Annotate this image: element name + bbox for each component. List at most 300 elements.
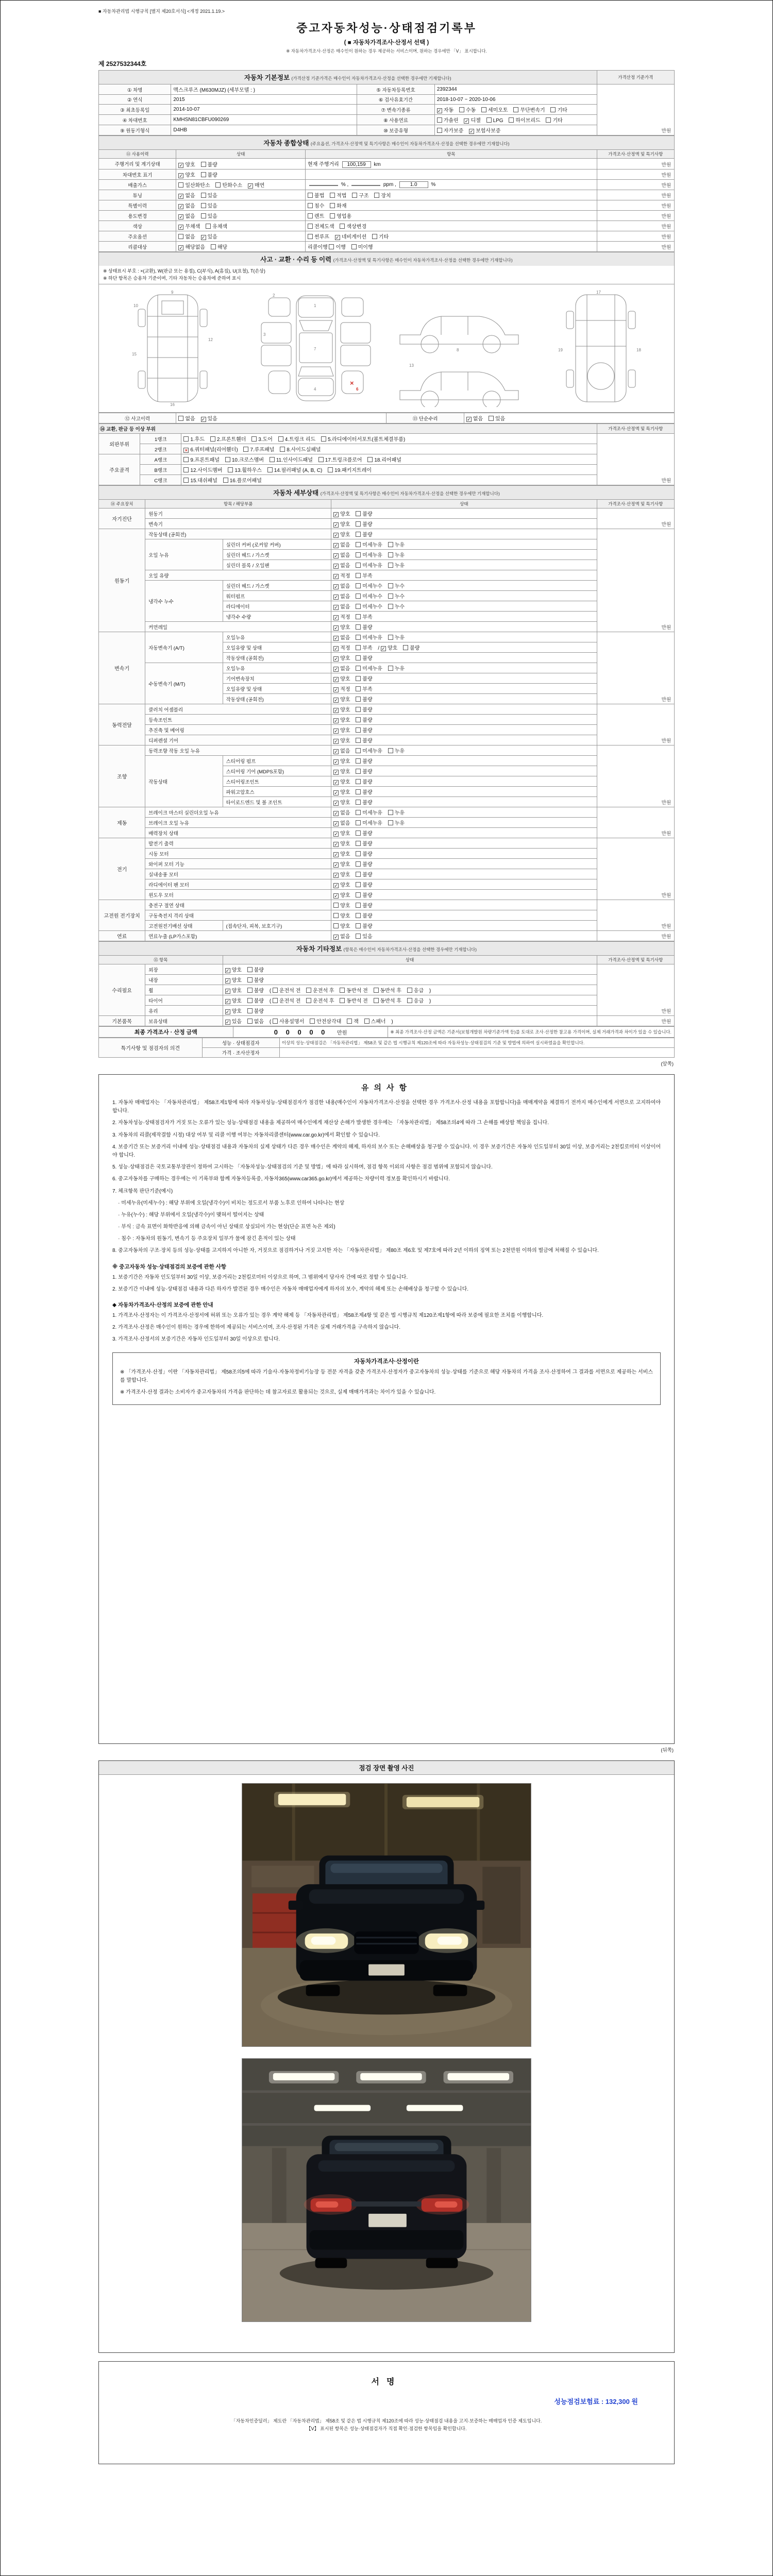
checkbox-option[interactable] <box>183 447 238 453</box>
checkbox-option[interactable] <box>333 934 350 940</box>
checkbox[interactable] <box>356 913 361 918</box>
checkbox[interactable] <box>459 107 464 112</box>
checkbox-option[interactable] <box>270 457 313 463</box>
checkbox[interactable] <box>270 457 275 462</box>
checkbox[interactable]: ✓ <box>179 245 183 250</box>
checkbox-option[interactable] <box>388 543 405 548</box>
checkbox-option[interactable] <box>225 1009 242 1014</box>
checkbox-option[interactable] <box>178 214 195 219</box>
checkbox[interactable] <box>340 998 345 1003</box>
checkbox-option[interactable] <box>201 162 217 168</box>
checkbox-option[interactable] <box>210 437 246 443</box>
checkbox[interactable]: ✓ <box>469 129 474 134</box>
checkbox-option[interactable] <box>225 457 264 463</box>
checkbox-option[interactable] <box>333 625 350 631</box>
checkbox-option[interactable] <box>178 193 195 199</box>
checkbox[interactable]: ✓ <box>179 204 183 209</box>
checkbox-option[interactable] <box>183 437 205 443</box>
checkbox-option[interactable] <box>388 604 405 610</box>
checkbox[interactable] <box>356 717 361 722</box>
checkbox-option[interactable] <box>318 457 362 463</box>
checkbox[interactable] <box>388 583 393 588</box>
checkbox[interactable]: × <box>183 448 189 453</box>
price-survey-select[interactable]: ( ■ 자동차가격조사·산정서 선택 ) <box>344 40 429 46</box>
checkbox-option[interactable] <box>356 903 372 909</box>
checkbox[interactable]: ✓ <box>334 636 338 641</box>
checkbox[interactable] <box>247 977 253 982</box>
checkbox-option[interactable] <box>329 245 345 250</box>
checkbox-option[interactable] <box>333 512 350 517</box>
checkbox-option[interactable] <box>356 934 372 940</box>
checkbox[interactable] <box>364 1019 369 1024</box>
checkbox[interactable] <box>437 128 442 133</box>
checkbox-option[interactable] <box>330 214 351 219</box>
checkbox-option[interactable] <box>403 646 419 651</box>
checkbox[interactable] <box>278 436 283 442</box>
checkbox-option[interactable] <box>356 728 372 734</box>
checkbox-option[interactable] <box>201 193 217 199</box>
checkbox[interactable]: ✓ <box>334 739 338 744</box>
checkbox[interactable] <box>356 666 361 671</box>
checkbox-option[interactable] <box>356 718 372 723</box>
checkbox[interactable] <box>356 861 361 867</box>
checkbox-option[interactable] <box>225 998 242 1004</box>
checkbox[interactable] <box>356 892 361 897</box>
checkbox-option[interactable] <box>374 998 401 1004</box>
checkbox[interactable] <box>356 655 361 660</box>
checkbox-option[interactable] <box>333 676 350 682</box>
checkbox-option[interactable] <box>489 416 505 422</box>
checkbox-option[interactable] <box>215 183 242 189</box>
checkbox-option[interactable] <box>388 584 405 589</box>
checkbox[interactable] <box>247 967 253 972</box>
checkbox[interactable] <box>356 769 361 774</box>
checkbox[interactable]: ✓ <box>334 677 338 682</box>
checkbox-option[interactable] <box>308 224 334 230</box>
checkbox-option[interactable] <box>248 183 264 189</box>
checkbox[interactable] <box>388 542 393 547</box>
checkbox[interactable]: ✓ <box>334 759 338 765</box>
checkbox[interactable]: ✓ <box>334 646 338 651</box>
checkbox-option[interactable] <box>356 883 372 888</box>
checkbox-option[interactable] <box>509 118 540 124</box>
checkbox[interactable] <box>201 172 206 177</box>
checkbox-option[interactable] <box>330 193 346 199</box>
checkbox-option[interactable] <box>178 162 195 168</box>
checkbox[interactable] <box>356 779 361 784</box>
checkbox[interactable] <box>356 521 361 527</box>
checkbox[interactable] <box>328 467 333 472</box>
checkbox-option[interactable] <box>356 790 372 795</box>
checkbox[interactable] <box>356 903 361 908</box>
checkbox-option[interactable] <box>333 666 350 672</box>
checkbox-option[interactable] <box>407 988 424 994</box>
checkbox-option[interactable] <box>374 988 401 994</box>
checkbox[interactable] <box>183 436 189 442</box>
checkbox[interactable]: ✓ <box>201 235 206 240</box>
checkbox[interactable] <box>509 117 514 123</box>
checkbox[interactable]: ✓ <box>225 978 230 984</box>
checkbox-option[interactable] <box>356 666 382 672</box>
checkbox[interactable] <box>340 988 345 993</box>
checkbox-option[interactable] <box>247 1019 264 1025</box>
checkbox-option[interactable] <box>356 749 382 754</box>
checkbox-option[interactable] <box>372 234 389 240</box>
checkbox[interactable]: ✓ <box>179 162 183 168</box>
checkbox[interactable] <box>183 478 189 483</box>
checkbox[interactable]: ✓ <box>334 543 338 548</box>
checkbox-option[interactable] <box>381 646 397 651</box>
checkbox[interactable] <box>356 552 361 557</box>
checkbox-option[interactable] <box>183 457 220 463</box>
checkbox[interactable]: ✓ <box>225 968 230 973</box>
checkbox[interactable]: ✓ <box>334 862 338 868</box>
checkbox-option[interactable] <box>364 1019 386 1025</box>
checkbox-option[interactable] <box>308 193 324 199</box>
checkbox-option[interactable] <box>321 437 405 443</box>
checkbox-option[interactable] <box>464 118 480 124</box>
checkbox[interactable] <box>356 923 361 928</box>
checkbox-option[interactable] <box>333 841 350 847</box>
checkbox[interactable]: ✓ <box>334 522 338 528</box>
checkbox-option[interactable] <box>356 862 372 868</box>
checkbox-option[interactable] <box>388 563 405 569</box>
checkbox-option[interactable] <box>340 998 367 1004</box>
checkbox-option[interactable] <box>388 594 405 600</box>
checkbox[interactable] <box>247 1008 253 1013</box>
checkbox-option[interactable] <box>356 913 372 919</box>
checkbox-option[interactable] <box>356 532 372 538</box>
checkbox-option[interactable] <box>481 108 508 113</box>
checkbox[interactable] <box>513 107 518 112</box>
checkbox-option[interactable] <box>356 604 382 610</box>
checkbox-option[interactable] <box>388 635 405 641</box>
checkbox-option[interactable] <box>306 998 334 1004</box>
checkbox[interactable] <box>183 467 189 472</box>
checkbox[interactable] <box>388 748 393 753</box>
checkbox-option[interactable] <box>356 707 372 713</box>
checkbox-option[interactable] <box>356 573 372 579</box>
checkbox[interactable] <box>388 594 393 599</box>
checkbox[interactable]: ✓ <box>334 842 338 847</box>
checkbox[interactable] <box>308 224 313 229</box>
checkbox-option[interactable] <box>333 563 350 569</box>
checkbox-option[interactable] <box>333 615 350 620</box>
checkbox-option[interactable] <box>333 883 350 888</box>
checkbox-option[interactable] <box>333 635 350 641</box>
checkbox[interactable] <box>356 851 361 856</box>
checkbox[interactable] <box>273 1019 278 1024</box>
checkbox-option[interactable] <box>306 988 334 994</box>
checkbox-option[interactable] <box>486 118 503 124</box>
checkbox[interactable] <box>351 244 357 249</box>
checkbox[interactable]: ✓ <box>179 225 183 230</box>
checkbox-option[interactable] <box>178 234 195 240</box>
checkbox[interactable] <box>546 117 551 123</box>
checkbox-option[interactable] <box>333 553 350 558</box>
checkbox[interactable] <box>388 563 393 568</box>
checkbox[interactable] <box>356 697 361 702</box>
checkbox[interactable]: ✓ <box>334 770 338 775</box>
checkbox-option[interactable] <box>356 821 382 826</box>
checkbox-option[interactable] <box>333 656 350 662</box>
checkbox-option[interactable] <box>333 913 350 919</box>
checkbox[interactable]: ✓ <box>334 801 338 806</box>
checkbox[interactable] <box>310 1019 315 1024</box>
checkbox[interactable] <box>330 203 335 208</box>
checkbox-option[interactable] <box>356 738 372 744</box>
checkbox[interactable]: ✓ <box>334 749 338 754</box>
checkbox[interactable] <box>356 676 361 681</box>
checkbox[interactable]: ✓ <box>334 780 338 785</box>
checkbox-option[interactable] <box>333 790 350 795</box>
checkbox-option[interactable] <box>388 810 405 816</box>
checkbox-option[interactable] <box>178 173 195 178</box>
checkbox-option[interactable] <box>459 108 476 113</box>
checkbox[interactable] <box>356 831 361 836</box>
checkbox[interactable] <box>356 727 361 733</box>
checkbox-option[interactable] <box>356 687 372 692</box>
checkbox[interactable] <box>306 988 311 993</box>
checkbox-option[interactable] <box>333 862 350 868</box>
checkbox[interactable] <box>308 213 313 218</box>
checkbox[interactable] <box>388 552 393 557</box>
checkbox-option[interactable] <box>356 872 372 878</box>
checkbox-option[interactable] <box>333 759 350 765</box>
checkbox-option[interactable] <box>308 234 329 240</box>
checkbox[interactable] <box>333 903 339 908</box>
checkbox[interactable] <box>308 234 313 239</box>
checkbox-option[interactable] <box>251 437 273 443</box>
checkbox[interactable] <box>178 234 183 239</box>
checkbox[interactable] <box>225 457 230 462</box>
checkbox[interactable] <box>356 542 361 547</box>
checkbox[interactable] <box>178 182 183 188</box>
checkbox-option[interactable] <box>356 615 372 620</box>
checkbox-option[interactable] <box>347 1019 359 1025</box>
checkbox-option[interactable] <box>333 707 350 713</box>
checkbox[interactable]: ✓ <box>334 883 338 888</box>
checkbox[interactable]: ✓ <box>334 832 338 837</box>
checkbox-option[interactable] <box>546 118 562 124</box>
checkbox[interactable]: ✓ <box>381 646 385 651</box>
checkbox[interactable]: ✓ <box>334 667 338 672</box>
checkbox-option[interactable] <box>333 718 350 723</box>
checkbox[interactable] <box>201 213 206 218</box>
checkbox[interactable]: ✓ <box>334 656 338 662</box>
checkbox-option[interactable] <box>247 968 264 973</box>
checkbox[interactable] <box>356 645 361 650</box>
checkbox-option[interactable] <box>201 173 217 178</box>
checkbox[interactable] <box>356 686 361 691</box>
checkbox[interactable] <box>403 645 408 650</box>
checkbox-option[interactable] <box>247 1009 264 1014</box>
checkbox-option[interactable] <box>356 831 372 837</box>
checkbox-option[interactable] <box>333 573 350 579</box>
checkbox[interactable] <box>388 666 393 671</box>
checkbox[interactable] <box>356 624 361 630</box>
checkbox-option[interactable] <box>183 468 222 473</box>
checkbox-option[interactable] <box>340 988 367 994</box>
checkbox-option[interactable] <box>356 924 372 929</box>
checkbox-option[interactable] <box>333 893 350 899</box>
checkbox-option[interactable] <box>356 800 372 806</box>
checkbox[interactable] <box>247 1019 253 1024</box>
checkbox-option[interactable] <box>388 821 405 826</box>
checkbox-option[interactable] <box>333 697 350 703</box>
checkbox-option[interactable] <box>223 478 262 484</box>
checkbox-option[interactable] <box>356 594 382 600</box>
checkbox[interactable]: ✓ <box>467 417 471 422</box>
checkbox[interactable] <box>243 447 248 452</box>
checkbox-option[interactable] <box>356 584 382 589</box>
checkbox[interactable]: ✓ <box>334 553 338 558</box>
checkbox[interactable] <box>352 193 357 198</box>
checkbox[interactable]: ✓ <box>334 718 338 723</box>
checkbox[interactable] <box>308 193 313 198</box>
checkbox[interactable] <box>223 478 228 483</box>
checkbox-option[interactable] <box>335 234 366 240</box>
checkbox-option[interactable] <box>388 666 405 672</box>
checkbox[interactable] <box>489 416 494 421</box>
checkbox-option[interactable] <box>356 769 372 775</box>
checkbox-option[interactable] <box>178 183 210 189</box>
checkbox-option[interactable] <box>356 779 372 785</box>
checkbox-option[interactable] <box>333 543 350 548</box>
checkbox-option[interactable] <box>333 646 350 651</box>
checkbox[interactable] <box>308 203 313 208</box>
checkbox-option[interactable] <box>356 759 372 765</box>
checkbox-option[interactable] <box>247 978 264 984</box>
checkbox[interactable]: ✓ <box>334 821 338 826</box>
checkbox-option[interactable] <box>469 128 500 134</box>
checkbox-option[interactable] <box>333 749 350 754</box>
checkbox[interactable]: ✓ <box>334 873 338 878</box>
checkbox[interactable]: ✓ <box>225 989 230 994</box>
checkbox[interactable] <box>356 748 361 753</box>
checkbox[interactable]: ✓ <box>334 605 338 610</box>
checkbox[interactable]: ✓ <box>225 1020 230 1025</box>
checkbox-option[interactable] <box>247 998 264 1004</box>
checkbox[interactable] <box>374 193 379 198</box>
checkbox[interactable] <box>372 234 377 239</box>
checkbox[interactable]: ✓ <box>334 615 338 620</box>
checkbox-option[interactable] <box>333 769 350 775</box>
checkbox-option[interactable] <box>550 108 567 113</box>
checkbox[interactable] <box>321 436 326 442</box>
checkbox[interactable] <box>247 988 253 993</box>
checkbox[interactable] <box>388 635 393 640</box>
checkbox-option[interactable] <box>333 821 350 826</box>
checkbox[interactable]: ✓ <box>248 183 253 189</box>
checkbox-option[interactable] <box>356 543 382 548</box>
checkbox-option[interactable] <box>513 108 545 113</box>
checkbox-option[interactable] <box>273 998 300 1004</box>
checkbox[interactable] <box>407 998 412 1003</box>
checkbox[interactable]: ✓ <box>334 790 338 795</box>
checkbox[interactable]: ✓ <box>334 698 338 703</box>
checkbox-option[interactable] <box>273 988 300 994</box>
checkbox[interactable] <box>356 511 361 516</box>
checkbox[interactable] <box>215 182 221 188</box>
checkbox[interactable] <box>356 614 361 619</box>
checkbox-option[interactable] <box>388 553 405 558</box>
checkbox[interactable] <box>356 789 361 794</box>
checkbox-option[interactable] <box>247 988 264 994</box>
checkbox[interactable]: ✓ <box>201 417 206 422</box>
checkbox-option[interactable] <box>367 457 401 463</box>
checkbox[interactable] <box>273 988 278 993</box>
checkbox[interactable] <box>251 436 257 442</box>
checkbox-option[interactable] <box>437 128 464 134</box>
checkbox-option[interactable] <box>267 468 323 473</box>
checkbox-option[interactable] <box>225 988 242 994</box>
signature-label[interactable]: 서명 <box>371 2378 402 2386</box>
checkbox-option[interactable] <box>201 416 217 422</box>
checkbox-option[interactable] <box>333 532 350 538</box>
checkbox[interactable] <box>356 872 361 877</box>
checkbox[interactable]: ✓ <box>334 574 338 579</box>
checkbox-option[interactable] <box>333 800 350 806</box>
checkbox-option[interactable] <box>356 810 382 816</box>
checkbox-option[interactable] <box>228 468 262 473</box>
checkbox[interactable]: ✓ <box>334 708 338 713</box>
checkbox[interactable] <box>356 583 361 588</box>
checkbox[interactable] <box>347 1019 352 1024</box>
checkbox-option[interactable] <box>333 728 350 734</box>
checkbox[interactable] <box>356 594 361 599</box>
checkbox[interactable] <box>356 563 361 568</box>
checkbox-option[interactable] <box>225 968 242 973</box>
checkbox-option[interactable] <box>466 416 483 422</box>
checkbox-option[interactable] <box>225 1019 242 1025</box>
checkbox-option[interactable] <box>183 478 217 484</box>
checkbox-option[interactable] <box>356 553 382 558</box>
checkbox[interactable]: ✓ <box>334 811 338 816</box>
checkbox-option[interactable] <box>437 108 453 113</box>
checkbox[interactable] <box>210 436 215 442</box>
checkbox[interactable]: ✓ <box>437 108 442 113</box>
checkbox[interactable] <box>550 107 556 112</box>
checkbox[interactable] <box>206 224 211 229</box>
checkbox[interactable] <box>356 800 361 805</box>
checkbox-option[interactable] <box>178 245 205 250</box>
checkbox[interactable] <box>388 604 393 609</box>
checkbox[interactable] <box>356 820 361 825</box>
checkbox[interactable] <box>356 738 361 743</box>
checkbox[interactable] <box>333 913 339 918</box>
checkbox[interactable] <box>437 117 442 123</box>
checkbox-option[interactable] <box>206 224 227 230</box>
checkbox[interactable] <box>356 635 361 640</box>
checkbox[interactable] <box>388 810 393 815</box>
checkbox[interactable]: ✓ <box>464 118 469 124</box>
checkbox-option[interactable] <box>333 831 350 837</box>
checkbox-option[interactable] <box>201 204 217 209</box>
checkbox[interactable] <box>318 457 324 462</box>
checkbox-option[interactable] <box>356 512 372 517</box>
checkbox[interactable]: ✓ <box>335 235 340 240</box>
checkbox-option[interactable] <box>308 204 324 209</box>
checkbox[interactable] <box>356 882 361 887</box>
checkbox-option[interactable] <box>356 656 372 662</box>
checkbox[interactable]: ✓ <box>179 214 183 219</box>
checkbox[interactable] <box>374 998 379 1003</box>
checkbox-option[interactable] <box>273 1019 304 1025</box>
checkbox-option[interactable] <box>356 697 372 703</box>
checkbox[interactable] <box>183 457 189 462</box>
checkbox[interactable] <box>388 820 393 825</box>
